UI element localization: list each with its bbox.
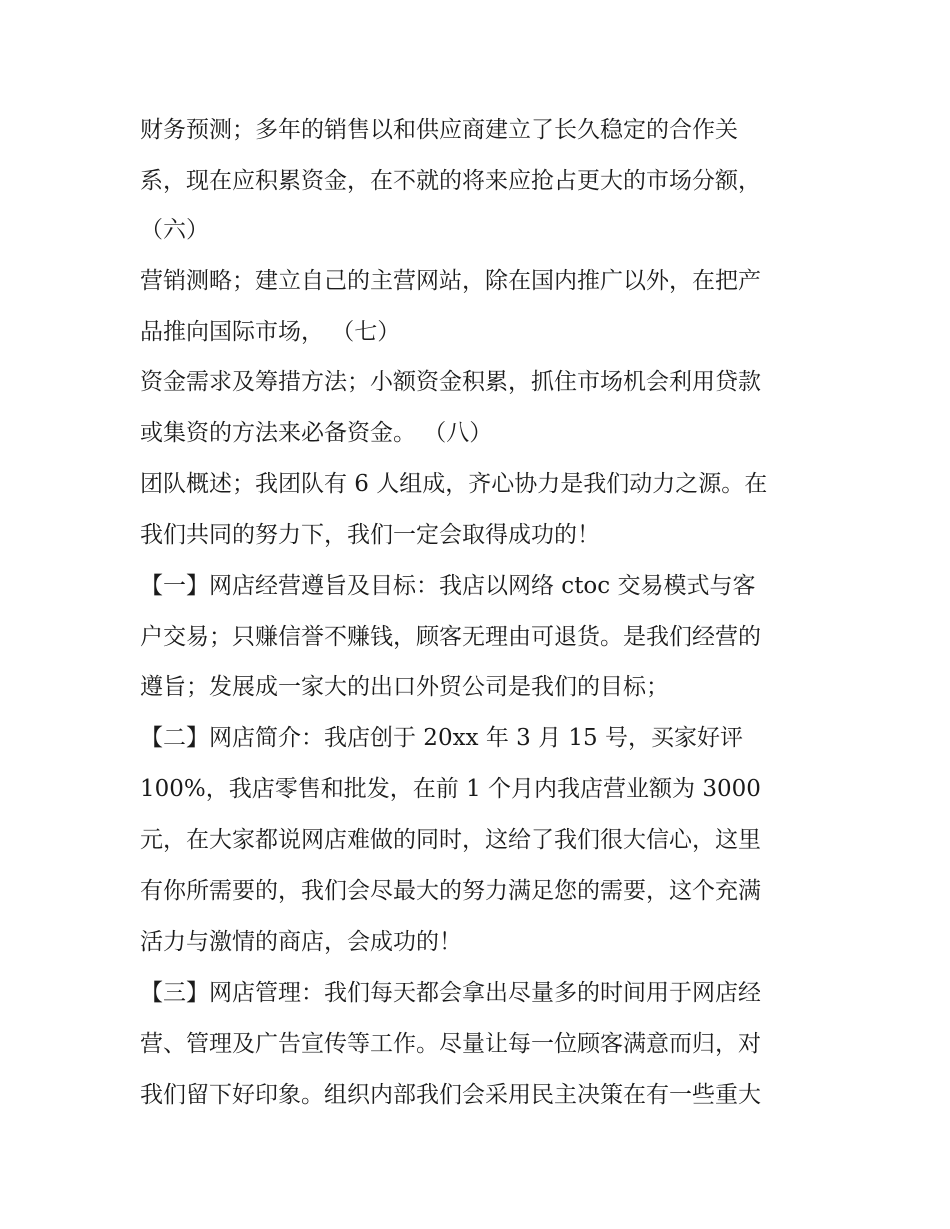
text-line: 【三】网店管理：我们每天都会拿出尽量多的时间用于网店经 (140, 980, 761, 1006)
text-line: 资金需求及筹措方法；小额资金积累，抓住市场机会利用贷款 (140, 369, 761, 395)
text-line: 活力与激情的商店，会成功的！ (140, 929, 462, 955)
text-line: 100%，我店零售和批发，在前 1 个月内我店营业额为 3000 (140, 776, 761, 802)
text-line: 我们共同的努力下，我们一定会取得成功的！ (140, 522, 600, 548)
text-line: 营、管理及广告宣传等工作。尽量让每一位顾客满意而归，对 (140, 1031, 761, 1057)
text-line: 【一】网店经营遵旨及目标：我店以网络 ctoc 交易模式与客 (140, 573, 756, 599)
text-line: 财务预测；多年的销售以和供应商建立了长久稳定的合作关 (140, 117, 738, 143)
text-line: 品推向国际市场， （七） (140, 319, 401, 345)
text-line: 有你所需要的，我们会尽最大的努力满足您的需要，这个充满 (140, 878, 761, 904)
text-line: 系，现在应积累资金，在不就的将来应抢占更大的市场分额， (140, 168, 761, 194)
text-line: 营销测略；建立自己的主营网站，除在国内推广以外，在把产 (140, 268, 761, 294)
text-line: 或集资的方法来必备资金。 （八） (140, 420, 493, 446)
text-line: 我们留下好印象。组织内部我们会采用民主决策在有一些重大 (140, 1082, 761, 1108)
text-line: 元，在大家都说网店难做的同时，这给了我们很大信心，这里 (140, 827, 761, 853)
text-line: （六） (140, 217, 209, 243)
text-line: 户交易；只赚信誉不赚钱，顾客无理由可退货。是我们经营的 (140, 624, 761, 650)
text-line: 遵旨；发展成一家大的出口外贸公司是我们的目标； (140, 674, 669, 700)
text-line: 团队概述；我团队有 6 人组成，齐心协力是我们动力之源。在 (140, 471, 768, 497)
text-line: 【二】网店简介：我店创于 20xx 年 3 月 15 号，买家好评 (140, 725, 743, 751)
